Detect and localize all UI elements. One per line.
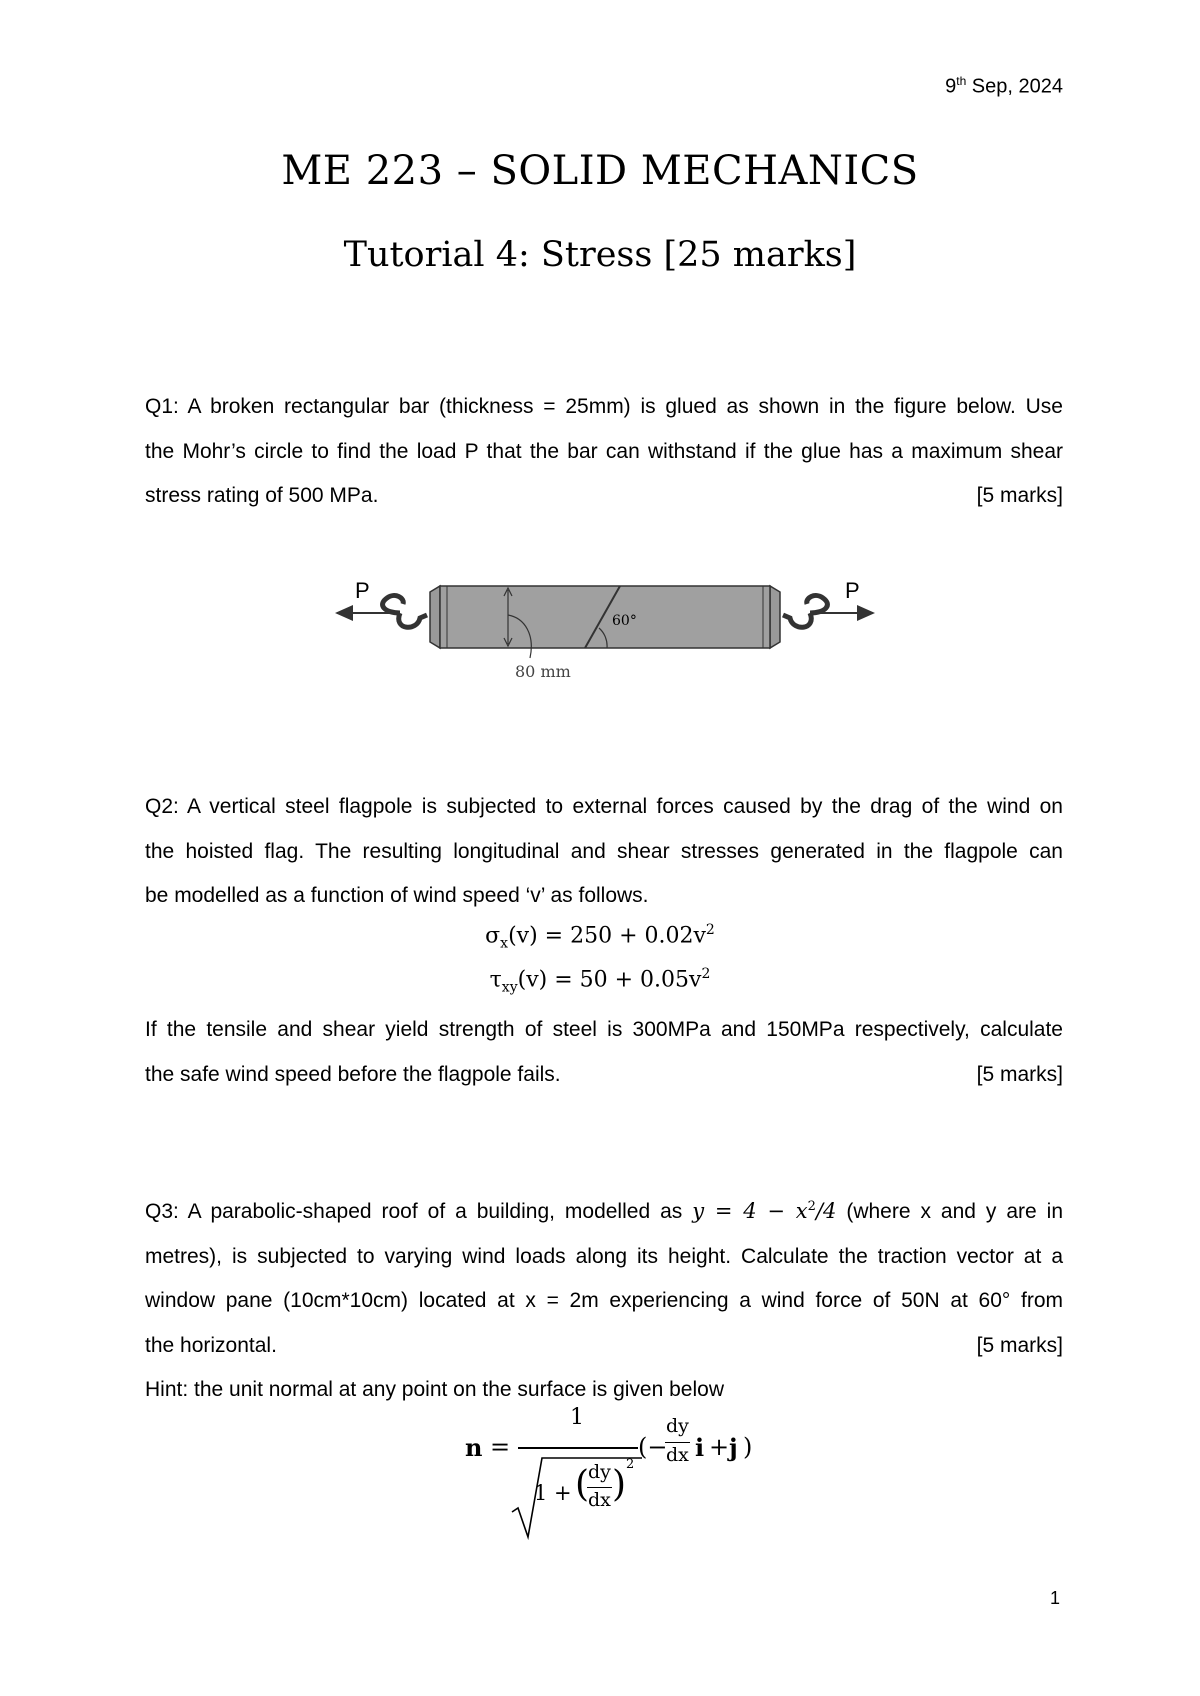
page-number: 1 xyxy=(1049,1588,1060,1608)
right-paren: ) xyxy=(612,1464,627,1505)
q2-line-1: Q2: A vertical steel flagpole is subjected to external forces caused by the drag of the wind on xyxy=(145,795,1063,818)
outer-fraction-bar xyxy=(665,1442,690,1443)
left-hook xyxy=(383,596,427,628)
document-date: 9th Sep, 2024 xyxy=(945,74,1063,98)
outer-dx: dx xyxy=(666,1444,689,1466)
glued-bar-figure xyxy=(325,570,885,685)
q2-line-5-text: the safe wind speed before the flagpole fails. xyxy=(145,1062,561,1086)
tutorial-title: Tutorial 4: Stress [25 marks] xyxy=(343,235,857,275)
load-label-left: P xyxy=(355,578,370,603)
q3-line-1: Q3: A parabolic-shaped roof of a building, modelled as $y = 4 - x^2/4$ (where x and y are in xyxy=(145,1199,1064,1223)
equation-sigma-x: $\sigma_x(v) = 250 + 0.02v^2$ xyxy=(485,922,715,952)
q1-line-3 xyxy=(145,474,1063,519)
left-end-cap xyxy=(430,586,440,648)
right-hook xyxy=(783,596,827,628)
plus-sign: + xyxy=(709,1433,730,1461)
equation-tau-xy: $\tau_{xy}(v) = 50 + 0.05v^2$ xyxy=(489,966,711,996)
right-end-cap xyxy=(770,586,780,648)
angle-label: 60° xyxy=(612,613,637,629)
q3-line-4-text: the horizontal. xyxy=(145,1333,277,1357)
paren-open-minus: (− xyxy=(638,1433,668,1461)
q1-line-1: Q1: A broken rectangular bar (thickness = 25mm) is glued as shown in the figure below. Use xyxy=(145,395,1063,418)
question-3 xyxy=(145,1185,1063,1413)
radicand-exponent: 2 xyxy=(626,1457,635,1472)
question-2 xyxy=(145,785,1063,919)
equals-sign: = xyxy=(490,1433,511,1461)
q2-line-4: If the tensile and shear yield strength of steel is 300MPa and 150MPa respectively, calculate xyxy=(145,1018,1063,1041)
q2-line-2: the hoisted flag. The resulting longitudinal and shear stresses generated in the flagpole can xyxy=(145,839,1063,863)
q3-line-2: metres), is subjected to varying wind loads along its height. Calculate the traction vector at a xyxy=(145,1244,1063,1268)
course-title: ME 223 – SOLID MECHANICS xyxy=(281,148,919,194)
unit-vector-j: j xyxy=(729,1433,738,1462)
dimension-label: 80 mm xyxy=(515,662,571,681)
normal-vector-symbol: n xyxy=(465,1433,483,1462)
q1-line-3-text: stress rating of 500 MPa. xyxy=(145,484,379,507)
unit-normal-formula xyxy=(460,1405,760,1540)
fraction-bar xyxy=(518,1447,638,1449)
q2-marks: [5 marks] xyxy=(976,1062,1063,1086)
numerator-one: 1 xyxy=(570,1405,584,1430)
load-label-right: P xyxy=(845,578,860,603)
inner-dy: dy xyxy=(588,1461,611,1483)
outer-dy: dy xyxy=(666,1415,689,1437)
left-paren: ( xyxy=(575,1464,590,1505)
q3-marks: [5 marks] xyxy=(976,1333,1063,1357)
q2-line-5 xyxy=(145,1053,1063,1098)
question-2-continued xyxy=(145,1008,1063,1097)
radicand-one: 1 + xyxy=(534,1481,572,1505)
inner-dx: dx xyxy=(588,1489,611,1511)
question-1 xyxy=(145,385,1063,519)
q3-line-4 xyxy=(145,1324,1063,1369)
paren-close: ) xyxy=(743,1433,753,1461)
q3-hint: Hint: the unit normal at any point on the surface is given below xyxy=(145,1378,724,1401)
inner-fraction-bar xyxy=(587,1487,612,1488)
unit-vector-i: i xyxy=(695,1433,705,1462)
q2-line-3: be modelled as a function of wind speed ‘v’ as follows. xyxy=(145,884,649,907)
bar-body xyxy=(440,586,770,648)
q1-marks: [5 marks] xyxy=(976,484,1063,507)
q1-line-2: the Mohr’s circle to find the load P that the bar can withstand if the glue has a maximum shear xyxy=(145,439,1063,463)
q3-line-3: window pane (10cm*10cm) located at x = 2m experiencing a wind force of 50N at 60° from xyxy=(145,1289,1063,1312)
